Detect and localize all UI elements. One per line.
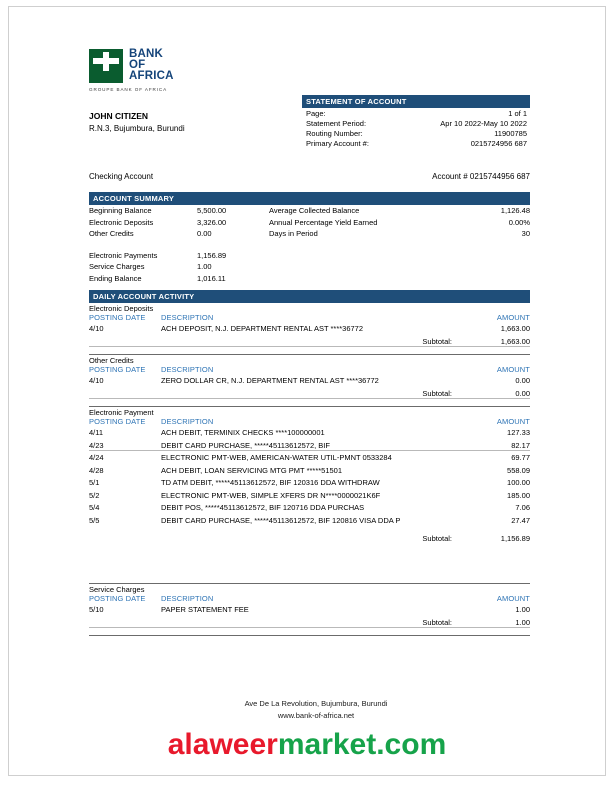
activity-group-electronic-deposits <box>89 304 530 348</box>
transaction-date: 4/10 <box>89 376 104 385</box>
transaction-date: 4/10 <box>89 324 104 333</box>
summary-row <box>89 250 530 262</box>
subtotal-value: 1,663.00 <box>500 336 530 346</box>
statement-row-page-label: Page: <box>306 109 326 118</box>
summary-right-label: Average Collected Balance <box>269 206 360 215</box>
table-row <box>89 375 530 388</box>
column-header-date: POSTING DATE <box>89 365 146 374</box>
subtotal-label: Subtotal: <box>422 336 452 346</box>
bank-tagline: GROUPE BANK OF AFRICA <box>89 87 168 92</box>
summary-right-value: 0.00% <box>508 217 530 227</box>
watermark <box>0 728 614 762</box>
transaction-date: 5/1 <box>89 478 100 487</box>
transaction-date: 4/24 <box>89 453 104 462</box>
transaction-date: 4/11 <box>89 428 104 437</box>
column-header-date: POSTING DATE <box>89 313 146 322</box>
column-header-description: DESCRIPTION <box>161 365 214 374</box>
transaction-date: 5/10 <box>89 605 104 614</box>
transaction-amount: 0.00 <box>515 376 530 385</box>
footer-address: Ave De La Revolution, Bujumbura, Burundi <box>244 699 388 708</box>
transaction-description: ELECTRONIC PMT-WEB, SIMPLE XFERS DR N****0000021K6F <box>161 490 381 500</box>
summary-left-label: Ending Balance <box>89 273 142 283</box>
group-title: Electronic Deposits <box>89 304 154 313</box>
bank-name-line-3: AFRICA <box>129 70 174 82</box>
column-header-amount: AMOUNT <box>496 417 530 426</box>
table-row <box>89 465 530 478</box>
summary-left-label: Electronic Deposits <box>89 217 154 227</box>
account-type: Checking Account <box>89 172 154 181</box>
summary-row <box>89 217 530 229</box>
summary-right-label: Annual Percentage Yield Earned <box>269 217 378 227</box>
table-row <box>89 502 530 515</box>
summary-left-value: 3,326.00 <box>197 217 227 227</box>
transaction-description: ZERO DOLLAR CR, N.J. DEPARTMENT RENTAL AST ****36772 <box>161 376 379 385</box>
summary-left-value: 1,156.89 <box>197 250 227 260</box>
subtotal-label: Subtotal: <box>422 388 452 398</box>
subtotal-value: 1,156.89 <box>500 534 530 543</box>
statement-of-account-box <box>302 95 530 148</box>
watermark-part-1: alaweer <box>167 728 278 761</box>
transaction-amount: 27.47 <box>511 515 530 525</box>
transaction-description: ACH DEPOSIT, N.J. DEPARTMENT RENTAL AST ****36772 <box>161 324 364 333</box>
column-header-description: DESCRIPTION <box>161 417 214 426</box>
subtotal-label: Subtotal: <box>422 534 452 543</box>
transaction-description: PAPER STATEMENT FEE <box>161 605 249 614</box>
group-title: Service Charges <box>89 585 145 594</box>
transaction-description: ELECTRONIC PMT-WEB, AMERICAN-WATER UTIL-PMNT 0533284 <box>161 453 392 462</box>
summary-left-value: 1.00 <box>197 262 212 271</box>
subtotal-label: Subtotal: <box>422 617 452 627</box>
table-row <box>89 604 530 617</box>
transaction-description: DEBIT CARD PURCHASE, *****45113612572, BIF <box>161 440 330 450</box>
transaction-amount: 127.33 <box>507 428 530 437</box>
transaction-amount: 1,663.00 <box>500 324 530 333</box>
activity-group-service-charges <box>89 585 530 629</box>
transaction-date: 4/28 <box>89 465 104 475</box>
statement-row-period-value: Apr 10 2022-May 10 2022 <box>440 119 527 128</box>
column-header-description: DESCRIPTION <box>161 594 214 603</box>
table-row <box>89 323 530 336</box>
statement-sheet <box>8 6 606 776</box>
summary-row <box>89 261 530 273</box>
summary-left-label: Beginning Balance <box>89 206 152 215</box>
group-title: Electronic Payment <box>89 408 154 417</box>
transaction-description: DEBIT CARD PURCHASE, *****45113612572, BIF 120816 VISA DDA P <box>161 515 401 525</box>
activity-group-other-credits <box>89 356 530 400</box>
transaction-amount: 69.77 <box>511 453 530 462</box>
transaction-date: 4/23 <box>89 440 104 450</box>
subtotal-value: 1.00 <box>515 617 530 627</box>
statement-row-primary-account-value: 0215724956 687 <box>470 139 527 148</box>
transaction-amount: 558.09 <box>507 465 530 475</box>
transaction-description: ACH DEBIT, LOAN SERVICING MTG PMT *****51501 <box>161 465 343 475</box>
column-headers <box>89 417 530 426</box>
customer-address: R.N.3, Bujumbura, Burundi <box>89 124 185 133</box>
statement-row-page-value: 1 of 1 <box>508 109 527 118</box>
summary-right-label: Days in Period <box>269 229 318 238</box>
statement-row-primary-account <box>302 138 530 148</box>
summary-right-value: 1,126.48 <box>500 206 530 215</box>
column-header-date: POSTING DATE <box>89 417 146 426</box>
statement-row-page <box>302 108 530 118</box>
daily-account-activity-heading: DAILY ACCOUNT ACTIVITY <box>89 290 530 303</box>
column-header-description: DESCRIPTION <box>161 313 214 322</box>
summary-left-value: 5,500.00 <box>197 206 227 215</box>
transaction-amount: 100.00 <box>507 478 530 487</box>
statement-row-routing-value: 11900785 <box>494 129 527 138</box>
transaction-date: 5/4 <box>89 503 100 512</box>
table-row <box>89 490 530 503</box>
bank-of-africa-logo-icon <box>89 49 123 83</box>
statement-row-routing-label: Routing Number: <box>306 129 363 138</box>
column-header-date: POSTING DATE <box>89 594 146 603</box>
bank-name <box>129 49 174 82</box>
subtotal-row <box>89 533 530 545</box>
transaction-amount: 1.00 <box>515 605 530 614</box>
statement-row-period <box>302 118 530 128</box>
transaction-description: TD ATM DEBIT, *****45113612572, BIF 120316 DDA WITHDRAW <box>161 478 380 487</box>
account-summary-heading: ACCOUNT SUMMARY <box>89 192 530 205</box>
transaction-description: DEBIT POS, *****45113612572, BIF 120716 DDA PURCHAS <box>161 503 365 512</box>
transaction-amount: 185.00 <box>507 490 530 500</box>
column-header-amount: AMOUNT <box>496 313 530 322</box>
account-summary <box>89 205 530 284</box>
column-headers <box>89 313 530 322</box>
footer-website: www.bank-of-africa.net <box>277 711 355 720</box>
statement-of-account-title: STATEMENT OF ACCOUNT <box>302 95 530 108</box>
table-row <box>89 427 530 440</box>
activity-group-electronic-payment <box>89 408 530 545</box>
transaction-description: ACH DEBIT, TERMINIX CHECKS ****100000001 <box>161 428 325 437</box>
summary-left-value: 1,016.11 <box>197 273 226 283</box>
summary-row <box>89 273 530 285</box>
column-header-amount: AMOUNT <box>496 594 530 603</box>
transaction-date: 5/2 <box>89 490 100 500</box>
transaction-date: 5/5 <box>89 515 100 525</box>
summary-left-label: Electronic Payments <box>89 250 158 260</box>
bank-name-line-2: OF <box>129 59 146 71</box>
customer-name: JOHN CITIZEN <box>89 111 149 121</box>
table-row <box>89 515 530 528</box>
watermark-part-2: market.com <box>277 728 447 761</box>
statement-row-period-label: Statement Period: <box>306 119 367 128</box>
account-number: Account # 0215744956 687 <box>432 172 530 181</box>
summary-left-label: Service Charges <box>89 262 145 271</box>
summary-row <box>89 228 530 240</box>
table-row <box>89 477 530 490</box>
bank-logo <box>89 49 269 97</box>
transaction-amount: 82.17 <box>511 440 530 450</box>
statement-row-primary-account-label: Primary Account #: <box>306 139 369 148</box>
column-headers <box>89 365 530 374</box>
subtotal-value: 0.00 <box>515 388 530 398</box>
transaction-amount: 7.06 <box>515 503 530 512</box>
bank-name-line-1: BANK <box>129 48 164 60</box>
statement-row-routing <box>302 128 530 138</box>
summary-left-label: Other Credits <box>89 229 134 238</box>
account-line <box>89 172 530 181</box>
column-header-amount: AMOUNT <box>496 365 530 374</box>
document-footer <box>9 699 614 720</box>
summary-right-value: 30 <box>521 229 530 238</box>
group-title: Other Credits <box>89 356 134 365</box>
summary-left-value: 0.00 <box>197 229 212 238</box>
column-headers <box>89 594 530 603</box>
table-row <box>89 452 530 465</box>
summary-row <box>89 205 530 217</box>
